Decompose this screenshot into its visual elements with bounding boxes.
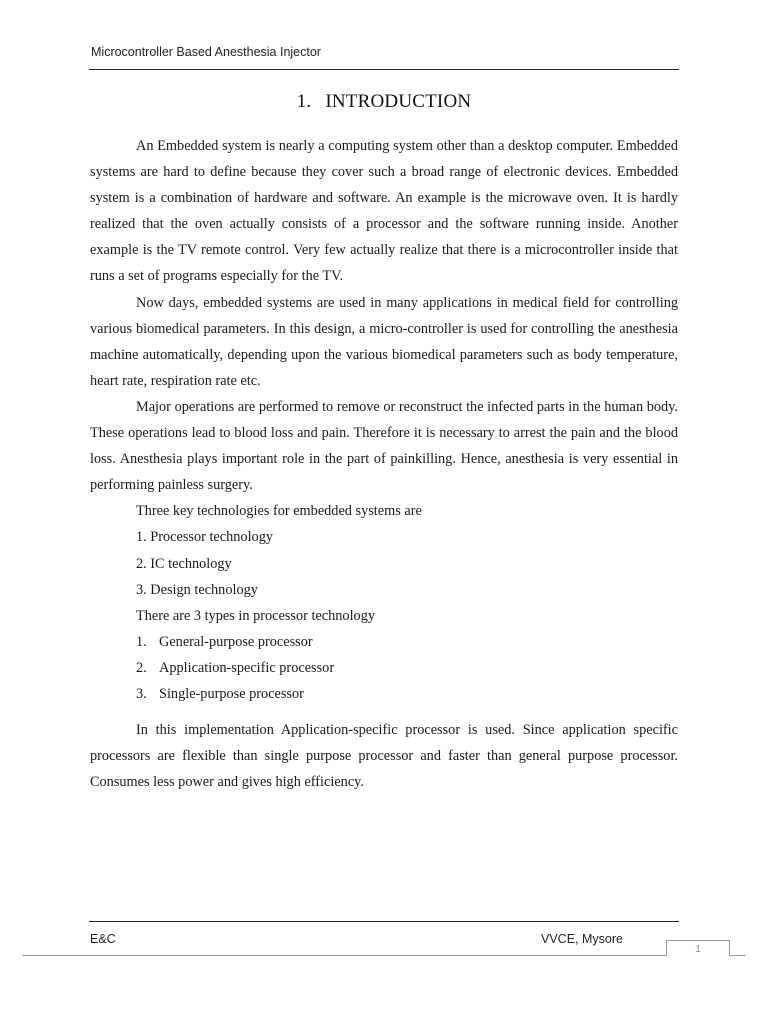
footer-divider bbox=[89, 921, 679, 922]
running-header: Microcontroller Based Anesthesia Injector bbox=[91, 45, 321, 59]
page-number: 1 bbox=[695, 944, 701, 955]
paragraph-implementation: In this implementation Application-specific processor is used. Since application specific processors are flexible than single purpose processor and faster than general purpose processor. Consumes less power and gives high efficiency. bbox=[90, 722, 678, 791]
list-item-text: General-purpose processor bbox=[159, 633, 313, 650]
header-divider bbox=[89, 69, 679, 70]
paragraph-anesthesia-importance: Major operations are performed to remove or reconstruct the infected parts in the human body. These operations lead to blood loss and pain. Therefore it is necessary to arrest the pain and the blood loss. Anesthesia plays important role in the part of painkilling. Hence, anesthesia is very essential in performing painless surgery. bbox=[90, 398, 678, 494]
paragraph-medical-applications: Now days, embedded systems are used in many applications in medical field for controlling various biomedical parameters. In this design, a micro-controller is used for controlling the anesthesia machine automatically, depending upon the various biomedical parameters such as body temperature, heart rate, respiration rate etc. bbox=[90, 294, 678, 389]
list-item: 2. IC technology bbox=[136, 555, 232, 572]
paragraph-embedded-definition: An Embedded system is nearly a computing system other than a desktop computer. Embedded systems are hard to define because they cover such a broad range of electronic devices. Embedded system is a combination of hardware and software. An example is the microwave oven. It is hardly realized that the oven actually consists of a processor and the software running inside. Another example is the TV remote control. Very few actually realize that there is a microcontroller inside that runs a set of programs especially for the TV. bbox=[90, 138, 678, 285]
processor-types-intro: There are 3 types in processor technology bbox=[136, 607, 375, 624]
chapter-number: 1. bbox=[296, 91, 312, 112]
footer-institution: VVCE, Mysore bbox=[541, 932, 623, 946]
list-item-number: 3. bbox=[136, 685, 147, 702]
footer-department: E&C bbox=[90, 932, 116, 946]
list-item-number: 1. bbox=[136, 633, 147, 650]
page-border-line bbox=[22, 955, 746, 956]
page-number-tab bbox=[666, 940, 730, 956]
list-item bbox=[90, 655, 678, 681]
chapter-title: INTRODUCTION bbox=[325, 91, 472, 112]
document-body bbox=[90, 133, 678, 795]
list-item bbox=[90, 629, 678, 655]
key-technologies-intro: Three key technologies for embedded systems are bbox=[136, 503, 422, 520]
list-item bbox=[90, 681, 678, 707]
chapter-heading bbox=[0, 91, 768, 113]
list-item-number: 2. bbox=[136, 659, 147, 676]
list-item-text: Single-purpose processor bbox=[159, 685, 304, 702]
list-item: 3. Design technology bbox=[136, 581, 258, 598]
list-item: 1. Processor technology bbox=[136, 529, 273, 546]
list-item-text: Application-specific processor bbox=[159, 659, 335, 676]
spacer bbox=[90, 707, 678, 717]
